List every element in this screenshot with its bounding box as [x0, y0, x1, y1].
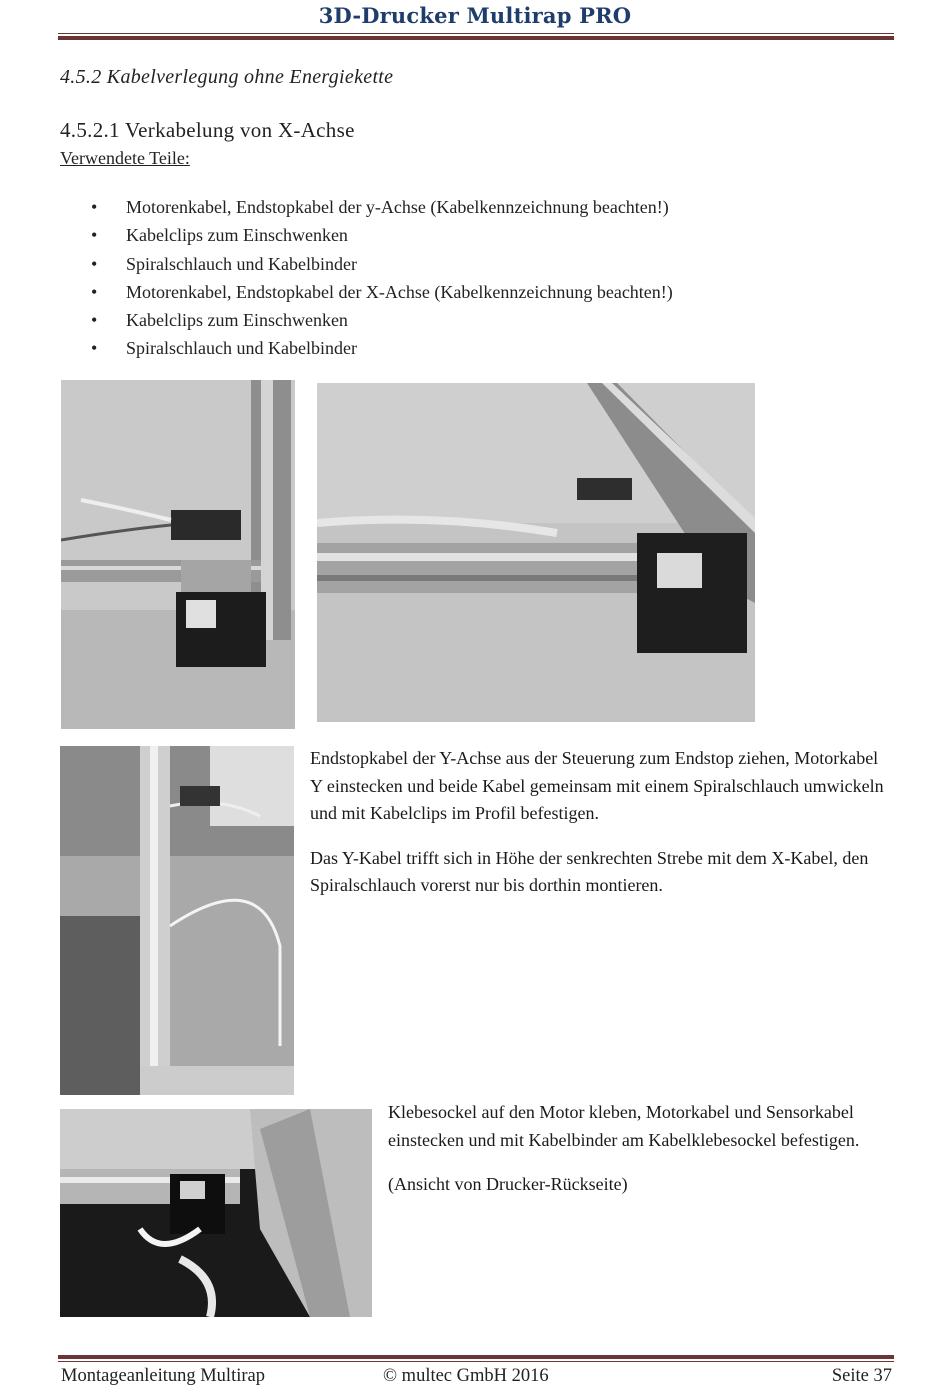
footer-page-number: Seite 37 — [831, 1366, 892, 1386]
parts-list — [88, 193, 673, 363]
list-item: • Kabelclips zum Einschwenken — [88, 221, 673, 249]
paragraph: Das Y-Kabel trifft sich in Höhe der senkrechten Strebe mit dem X-Kabel, den Spiralschlauch vorerst nur bis dorthin montieren. — [310, 847, 869, 895]
footer-rule-thick — [58, 1355, 894, 1359]
footer-rule-thin — [58, 1361, 894, 1362]
list-item: • Motorenkabel, Endstopkabel der X-Achse (Kabelkennzeichnung beachten!) — [88, 278, 673, 306]
header-rule-thin — [58, 33, 894, 34]
photo-x-axis-beam-motor — [317, 383, 755, 722]
paragraph: (Ansicht von Drucker-Rückseite) — [388, 1174, 628, 1194]
parts-label: Verwendete Teile: — [60, 148, 190, 168]
document-header-title: 3D-Drucker Multirap PRO — [318, 3, 632, 28]
footer-document-title: Montageanleitung Multirap — [61, 1366, 265, 1386]
photo-y-cable-profile — [60, 746, 294, 1095]
section-heading: 4.5.2 Kabelverlegung ohne Energiekette — [60, 66, 394, 88]
list-item: • Spiralschlauch und Kabelbinder — [88, 250, 673, 278]
photo-x-axis-endstop-motor — [61, 380, 295, 729]
paragraph: Klebesockel auf den Motor kleben, Motorkabel und Sensorkabel einstecken und mit Kabelbinder am Kabelklebesockel befestigen. — [388, 1102, 860, 1150]
list-item: • Kabelclips zum Einschwenken — [88, 306, 673, 334]
footer-copyright: © multec GmbH 2016 — [383, 1366, 549, 1386]
subsection-heading: 4.5.2.1 Verkabelung von X-Achse — [60, 118, 355, 142]
paragraph: Endstopkabel der Y-Achse aus der Steuerung zum Endstop ziehen, Motorkabel Y einstecken und beide Kabel gemeinsam mit einem Spiralschlauch umwickeln und mit Kabelclips im Profil befestigen. — [310, 748, 884, 823]
list-item: • Motorenkabel, Endstopkabel der y-Achse (Kabelkennzeichnung beachten!) — [88, 193, 673, 221]
header-rule-thick — [58, 36, 894, 40]
list-item: • Spiralschlauch und Kabelbinder — [88, 334, 673, 362]
text-block-y-cable — [310, 745, 890, 900]
text-block-adhesive-base — [388, 1099, 888, 1199]
photo-motor-adhesive-base — [60, 1109, 372, 1317]
